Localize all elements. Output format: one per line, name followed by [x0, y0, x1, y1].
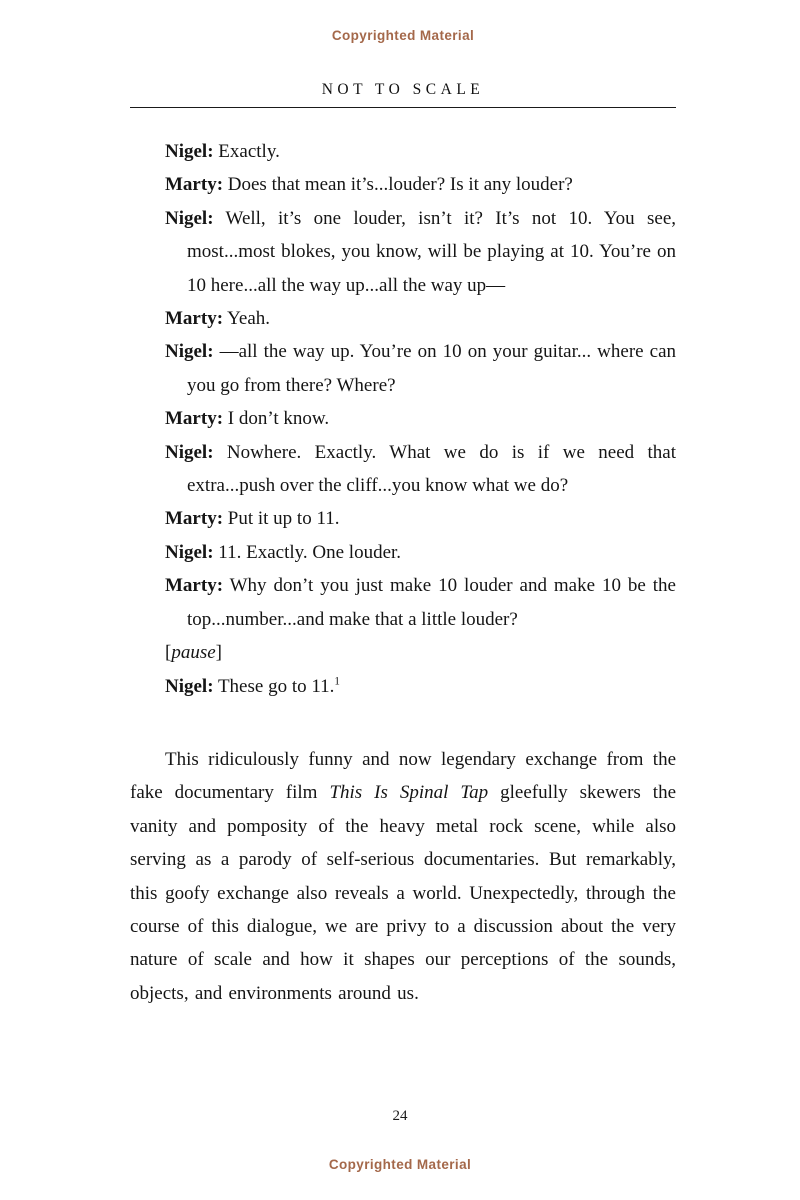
- dialogue-line: Marty: Does that mean it’s...louder? Is it any louder?: [165, 174, 573, 196]
- dialogue-line: Nigel: Exactly.: [165, 141, 280, 162]
- body-paragraph: [130, 743, 676, 1010]
- header-rule: [130, 107, 676, 108]
- dialogue-line: Nigel: Nowhere. Exactly. What we do is if we need that extra...push over the cliff...you know what we do?: [165, 441, 676, 497]
- dialogue-line: Nigel: Well, it’s one louder, isn’t it? It’s not 10. You see, most...most blokes, you know, will be playing at 10. You’re on 10 here...all the way up...all the way up—: [165, 207, 676, 296]
- film-title: This Is Spinal Tap: [329, 782, 489, 804]
- speaker-name: Nigel:: [165, 541, 214, 563]
- paragraph-text: This ridiculously funny and now legendary exchange from the fake documentary film: [130, 748, 676, 804]
- page-header: [130, 81, 676, 108]
- stage-direction-text: pause: [171, 642, 216, 664]
- speaker-name: Marty:: [165, 308, 224, 330]
- speaker-name: Marty:: [165, 575, 224, 597]
- copyright-notice-bottom: Copyrighted Material: [328, 1157, 472, 1172]
- dialogue-line: Marty: I don’t know.: [165, 408, 330, 430]
- speaker-name: Marty:: [165, 508, 224, 530]
- dialogue-line: Nigel: —all the way up. You’re on 10 on your guitar... where can you go from there? Where?: [165, 341, 676, 396]
- speaker-name: Nigel:: [165, 675, 214, 697]
- speaker-name: Nigel:: [165, 441, 214, 463]
- running-head-title: NOT TO SCALE: [321, 81, 485, 98]
- footnote-marker: 1: [334, 675, 340, 688]
- dialogue-line: Nigel: 11. Exactly. One louder.: [165, 541, 402, 563]
- dialogue-line: Marty: Why don’t you just make 10 louder and make 10 be the top...number...and make that a little louder?: [165, 575, 676, 630]
- speaker-name: Marty:: [165, 174, 224, 196]
- speaker-name: Nigel:: [165, 341, 214, 363]
- speaker-name: Nigel:: [165, 141, 214, 162]
- speaker-name: Nigel:: [165, 207, 214, 229]
- dialogue-line: Marty: Yeah.: [165, 308, 271, 330]
- dialogue-block: [165, 135, 676, 703]
- copyright-notice-top: Copyrighted Material: [331, 28, 475, 43]
- stage-direction: [pause]: [165, 642, 222, 664]
- speaker-name: Marty:: [165, 408, 224, 430]
- dialogue-line: Marty: Put it up to 11.: [165, 508, 340, 530]
- dialogue-line: Nigel: These go to 11.$^1$: [165, 675, 340, 697]
- page-number: 24: [392, 1108, 408, 1124]
- paragraph-text: gleefully skewers the vanity and pomposity of the heavy metal rock scene, while also serving as a parody of self-serious documentaries. But remarkably, this goofy exchange also reveals a world. Unexpectedly, through the course of this dialogue, we are privy to a discussion about the very nature of scale and how it shapes our perceptions of the sounds, objects, and environments around us.: [130, 782, 677, 1004]
